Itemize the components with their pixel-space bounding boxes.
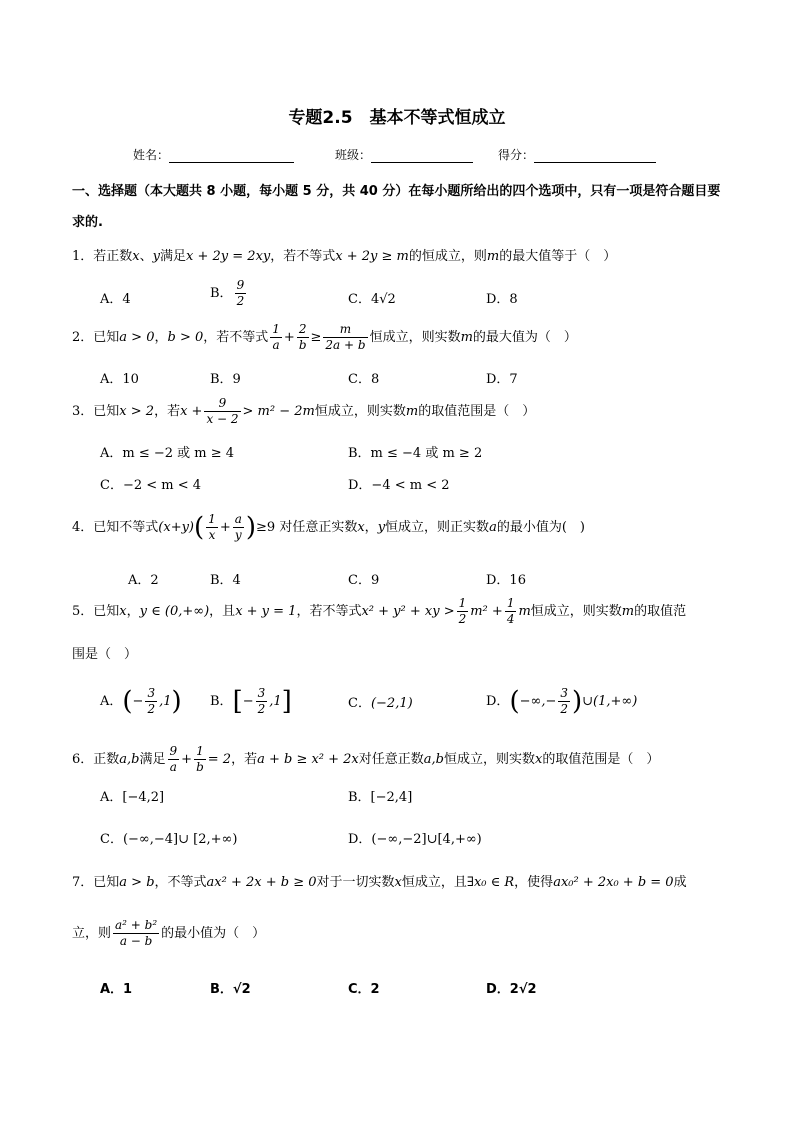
math-expr: x² + y² + xy > (361, 604, 455, 619)
question-number: 7． (72, 875, 94, 890)
q2-option-b[interactable]: B．9 (210, 372, 241, 387)
section-heading: 一、选择题（本大题共 8 小题，每小题 5 分，共 40 分）在每小题所给出的四个选项中，只有一项是符合题目要求的. (72, 184, 721, 230)
q7-option-c[interactable]: C．2 (348, 982, 380, 997)
q-text: 恒成立，则实数 (369, 330, 461, 345)
math-expr: m² + (470, 604, 503, 619)
q-text: 成 (673, 875, 687, 890)
left-paren: ( (194, 512, 205, 543)
math-expr: m (486, 249, 500, 264)
question-5-line2: 围是（ ） (72, 647, 138, 662)
score-blank[interactable] (534, 149, 656, 163)
q-text: 满足 (160, 249, 187, 264)
option-label: B． (210, 286, 233, 301)
math-expr: m (621, 604, 635, 619)
question-2 (72, 322, 732, 353)
math-expr: = 2 (207, 752, 232, 767)
math-expr: b > 0 (167, 330, 204, 345)
q-text: 的最小值为( ) (496, 520, 585, 535)
q1-option-b[interactable] (210, 278, 248, 309)
q3-option-b[interactable]: B．m ≤ −4 或 m ≥ 2 (348, 446, 483, 461)
fraction (558, 686, 570, 717)
fraction (323, 322, 367, 353)
q1-option-c[interactable]: C．4√2 (348, 292, 396, 307)
name-label: 姓名： (133, 148, 170, 162)
q5-option-d[interactable] (486, 686, 637, 717)
math-op: + (283, 330, 295, 345)
math-expr: x (535, 752, 543, 767)
q-text: ， (364, 520, 378, 535)
q-text: 的最大值等于（ ） (499, 249, 617, 264)
math-expr: x > 2 (119, 404, 155, 419)
fraction (457, 596, 469, 627)
math-expr: a,b (119, 752, 140, 767)
numerator: 9 (204, 396, 240, 412)
math-expr: ∃x₀ ∈ R (466, 875, 515, 890)
q-text: 正数 (93, 752, 120, 767)
question-7-line2 (72, 918, 732, 949)
denominator: y (234, 528, 242, 542)
q-text: ，若 (154, 404, 181, 419)
question-number: 2． (72, 330, 94, 345)
q-text: 满足 (139, 752, 166, 767)
denominator: 2 (236, 294, 245, 308)
q6-option-b[interactable]: B．[−2,4] (348, 790, 413, 805)
math-expr: x (357, 520, 365, 535)
numerator: 9 (236, 278, 245, 292)
math-expr: ∪(1,+∞) (582, 694, 638, 709)
numerator: 1 (458, 596, 467, 610)
fraction (168, 744, 180, 775)
fraction (206, 512, 218, 543)
denominator: 2a + b (325, 338, 366, 352)
fraction (256, 686, 268, 717)
math-expr: −∞,− (519, 694, 557, 709)
denominator: x − 2 (206, 412, 239, 426)
q-text: 恒成立，则正实数 (385, 520, 490, 535)
denominator: 2 (560, 702, 568, 716)
q-text: 若正数 (93, 249, 133, 264)
q-text: 已知 (93, 604, 120, 619)
q7-option-b[interactable]: B．√2 (210, 982, 251, 997)
math-expr: x + 2y ≥ m (335, 249, 409, 264)
denominator: 4 (506, 612, 515, 626)
denominator: a − b (119, 934, 153, 948)
math-expr: y ∈ (0,+∞) (139, 604, 210, 619)
numerator: 1 (208, 512, 216, 526)
fraction (145, 686, 157, 717)
numerator: m (323, 322, 367, 338)
q-text: 对于一切实数 (316, 875, 395, 890)
left-paren: ( (122, 686, 133, 717)
math-expr: x (132, 249, 140, 264)
q5-option-c[interactable] (348, 692, 413, 711)
right-bracket: ] (281, 686, 292, 717)
question-7 (72, 871, 732, 890)
math-op: + (181, 752, 193, 767)
math-expr: x + y = 1 (235, 604, 297, 619)
q2-option-c[interactable]: C．8 (348, 372, 380, 387)
option-label: B． (210, 694, 233, 709)
math-expr: x + (180, 404, 203, 419)
math-expr: a (489, 520, 497, 535)
q4-option-c[interactable]: C．9 (348, 573, 380, 588)
right-paren: ) (245, 512, 257, 543)
fraction (270, 322, 282, 353)
q2-option-d[interactable]: D．7 (486, 372, 518, 387)
q-text: ，不等式 (154, 875, 207, 890)
math-expr: ,1 (159, 694, 172, 709)
q-text: ， (154, 330, 168, 345)
math-expr: − (132, 694, 144, 709)
q3-option-a[interactable]: A．m ≤ −2 或 m ≥ 4 (100, 446, 235, 461)
math-expr: a > b (119, 875, 155, 890)
q4-option-a[interactable]: A．2 (128, 573, 159, 588)
question-number: 6． (72, 752, 94, 767)
q-text: ≥9 对任意正实数 (256, 520, 358, 535)
q-text: ，若 (231, 752, 258, 767)
denominator: b (298, 338, 307, 352)
q-text: 的取值范围是（ ） (418, 404, 536, 419)
question-6 (72, 744, 732, 775)
q7-option-d[interactable]: D．2√2 (486, 982, 537, 997)
math-expr: ax² + 2x + b ≥ 0 (206, 875, 317, 890)
math-expr: m (460, 330, 473, 345)
question-3 (72, 396, 732, 427)
right-paren: ) (171, 686, 182, 717)
fraction (113, 918, 159, 949)
math-expr: − (242, 694, 254, 709)
q-text: 立，则 (72, 926, 112, 941)
q-text: 已知 (93, 875, 120, 890)
option-label: A． (100, 694, 123, 709)
class-field (335, 146, 473, 163)
score-field (498, 146, 656, 163)
math-op: ≥ (310, 330, 322, 345)
q-text: ，且 (209, 604, 236, 619)
numerator: 9 (169, 744, 178, 758)
q5-option-b[interactable] (210, 686, 292, 717)
denominator: x (208, 528, 216, 542)
left-bracket: [ (232, 686, 243, 717)
denominator: 2 (458, 612, 467, 626)
q-text: 已知 (93, 330, 120, 345)
denominator: b (196, 760, 204, 774)
fraction (505, 596, 517, 627)
q-text: ， (126, 604, 140, 619)
question-1 (72, 245, 732, 264)
class-label: 班级： (335, 148, 372, 162)
q-text: 的取值范 (634, 604, 687, 619)
q7-option-a[interactable]: A．1 (100, 982, 133, 997)
q6-option-c[interactable]: C．(−∞,−4]∪ [2,+∞) (100, 832, 238, 847)
denominator: 2 (257, 702, 266, 716)
numerator: a (234, 512, 242, 526)
q-text: 已知不等式 (93, 520, 159, 535)
question-number: 5． (72, 604, 94, 619)
math-expr: ax₀² + 2x₀ + b = 0 (553, 875, 674, 890)
page-title: 专题2.5 基本不等式恒成立 (288, 108, 506, 128)
math-expr: m (405, 404, 419, 419)
denominator: a (169, 760, 177, 774)
math-expr: y (152, 249, 161, 264)
q3-option-d[interactable]: D．−4 < m < 2 (348, 478, 450, 493)
left-paren: ( (509, 686, 520, 717)
name-blank[interactable] (169, 149, 294, 163)
q-text: 的取值范围是（ ） (542, 752, 660, 767)
q-text: 恒成立，则实数 (530, 604, 622, 619)
fraction (233, 512, 244, 543)
q1-option-d[interactable]: D．8 (486, 292, 518, 307)
fraction (297, 322, 309, 353)
q5-option-a[interactable] (100, 686, 182, 717)
fraction (194, 744, 206, 775)
math-expr: (x+y) (158, 520, 195, 535)
math-expr: y (377, 520, 386, 535)
numerator: 1 (272, 322, 280, 336)
numerator: 1 (506, 596, 515, 610)
fraction (204, 396, 240, 427)
math-expr: ,1 (269, 694, 282, 709)
math-expr: m (518, 604, 531, 619)
math-expr: a,b (423, 752, 445, 767)
class-blank[interactable] (371, 149, 473, 163)
q6-option-a[interactable]: A．[−4,2] (100, 790, 165, 805)
q-text: 、 (139, 249, 153, 264)
q-text: 对任意正数 (358, 752, 424, 767)
name-field (133, 146, 294, 163)
denominator: 2 (147, 702, 156, 716)
q-text: 恒成立，且 (401, 875, 467, 890)
numerator: 1 (194, 744, 206, 760)
math-expr: > m² − 2m (242, 404, 315, 419)
math-expr: a + b ≥ x² + 2x (257, 752, 359, 767)
question-number: 4． (72, 520, 94, 535)
q-text: 的最大值为（ ） (472, 330, 577, 345)
question-number: 1． (72, 249, 94, 264)
math-expr: a > 0 (119, 330, 155, 345)
q-text: ，若不等式 (296, 604, 362, 619)
q1-option-a[interactable]: A．4 (100, 292, 131, 307)
q-text: 的最小值为（ ） (161, 926, 266, 941)
math-op: + (219, 520, 231, 535)
q-text: 已知 (93, 404, 120, 419)
q-text: ，使得 (514, 875, 554, 890)
math-expr: x (394, 875, 402, 890)
denominator: a (272, 338, 280, 352)
numerator: 3 (560, 686, 568, 700)
math-expr: (−2,1) (370, 696, 413, 711)
q4-option-b[interactable]: B．4 (210, 573, 241, 588)
q-text: ，若不等式 (270, 249, 336, 264)
score-label: 得分： (498, 148, 535, 162)
question-number: 3． (72, 404, 94, 419)
q-text: 恒成立，则实数 (314, 404, 406, 419)
q-text: 的恒成立，则 (408, 249, 487, 264)
q6-option-d[interactable]: D．(−∞,−2]∪[4,+∞) (348, 832, 482, 847)
q-text: 恒成立，则实数 (444, 752, 536, 767)
question-4 (72, 512, 732, 543)
math-expr: x (119, 604, 127, 619)
math-expr: x + 2y = 2xy (186, 249, 271, 264)
option-label: D． (486, 694, 510, 709)
right-paren: ) (571, 686, 583, 717)
q3-option-c[interactable]: C．−2 < m < 4 (100, 478, 202, 493)
option-label: C． (348, 696, 371, 711)
numerator: 2 (297, 322, 309, 338)
numerator: 3 (257, 686, 266, 700)
q4-option-d[interactable]: D．16 (486, 573, 526, 588)
q-text: ，若不等式 (203, 330, 269, 345)
q2-option-a[interactable]: A．10 (100, 372, 139, 387)
fraction (235, 278, 247, 309)
numerator: a² + b² (115, 918, 158, 932)
question-5 (72, 596, 732, 627)
numerator: 3 (147, 686, 156, 700)
